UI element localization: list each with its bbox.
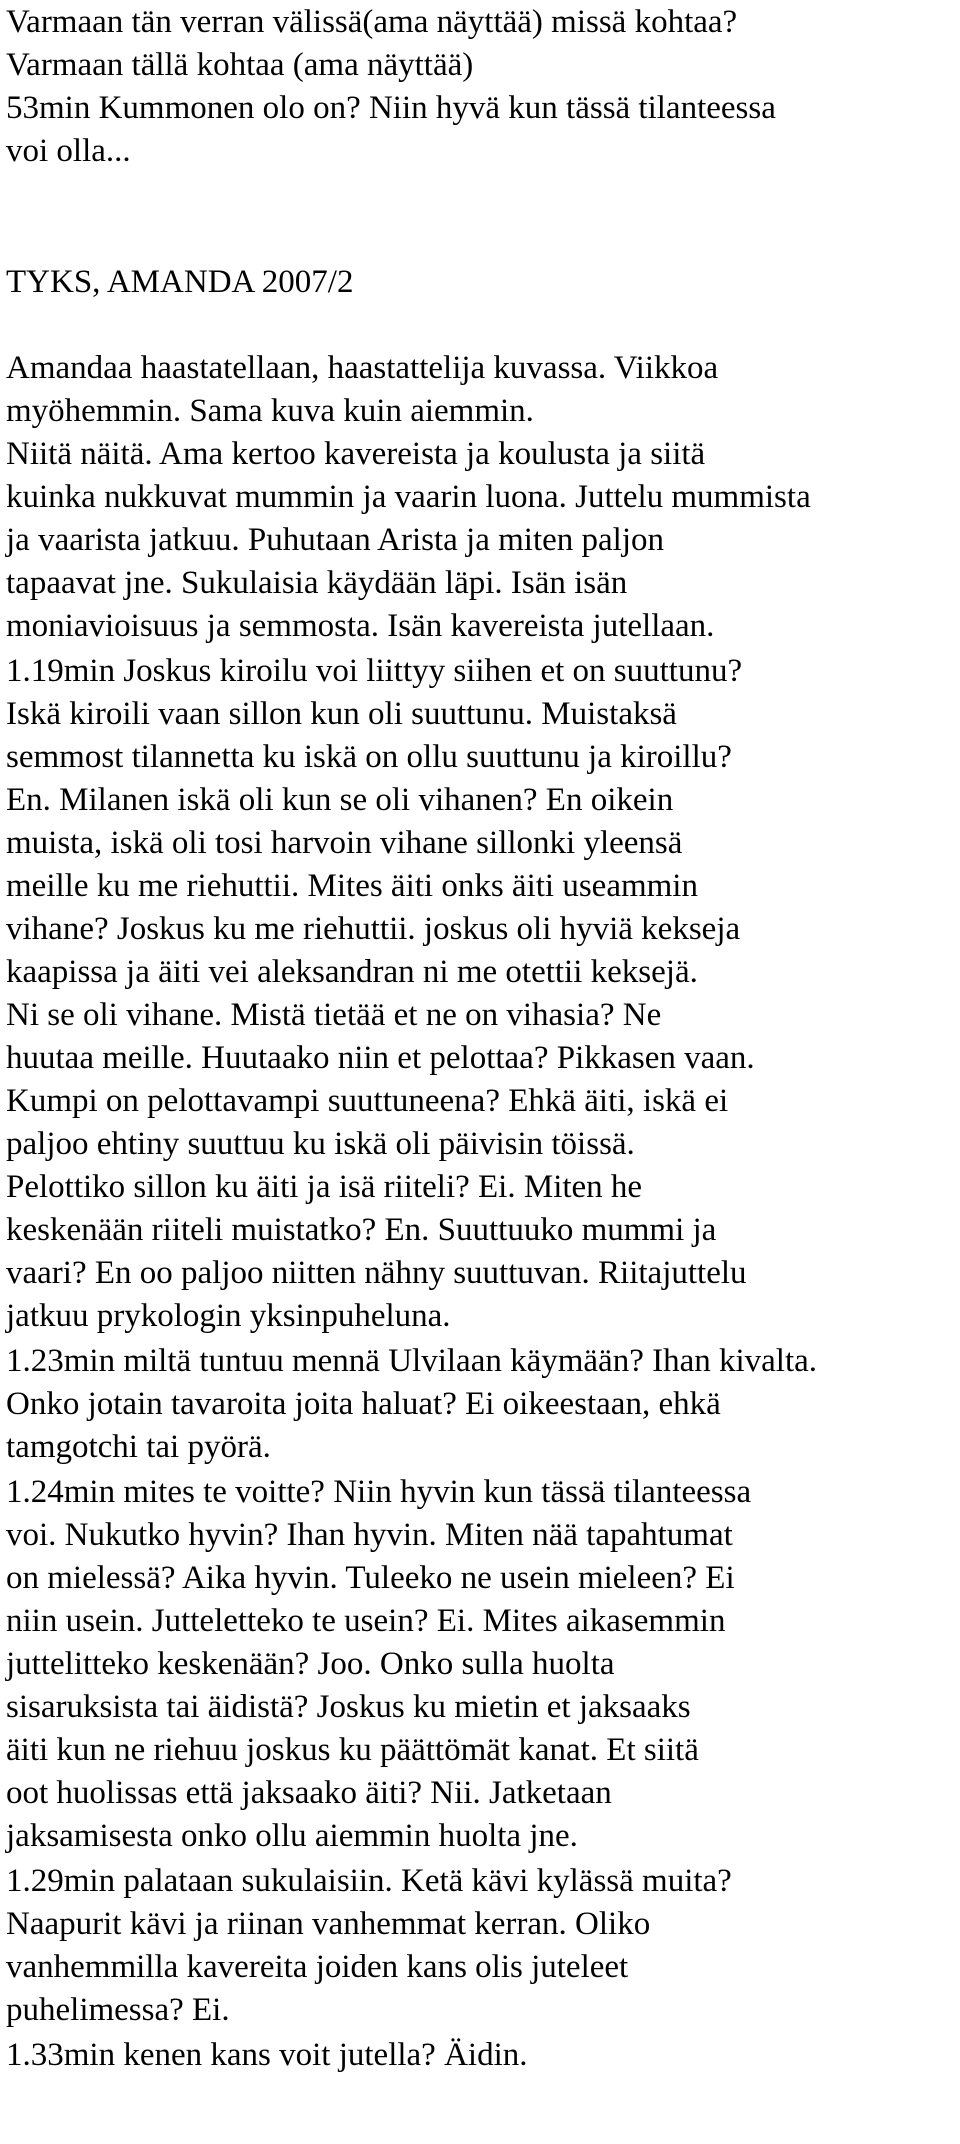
text-line: puhelimessa? Ei. <box>6 1992 230 2028</box>
text-line: Kumpi on pelottavampi suuttuneena? Ehkä äiti, iskä ei <box>6 1083 729 1119</box>
text-line: voi. Nukutko hyvin? Ihan hyvin. Miten nää tapahtumat <box>6 1517 733 1553</box>
text-line: En. Milanen iskä oli kun se oli vihanen? En oikein <box>6 782 674 818</box>
text-line: Naapurit kävi ja riinan vanhemmat kerran. Oliko <box>6 1906 651 1942</box>
text-line: voi olla... <box>6 133 131 169</box>
section-heading: TYKS, AMANDA 2007/2 <box>6 264 354 300</box>
text-line: sisaruksista tai äidistä? Joskus ku mietin et jaksaaks <box>6 1689 691 1725</box>
text-line: tapaavat jne. Sukulaisia käydään läpi. Isän isän <box>6 565 628 601</box>
text-line: Varmaan tällä kohtaa (ama näyttää) <box>6 47 474 83</box>
text-line: on mielessä? Aika hyvin. Tuleeko ne usein mieleen? Ei <box>6 1560 735 1596</box>
text-line: kuinka nukkuvat mummin ja vaarin luona. Juttelu mummista <box>6 479 811 515</box>
text-line: Ni se oli vihane. Mistä tietää et ne on vihasia? Ne <box>6 997 662 1033</box>
text-line: 1.23min miltä tuntuu mennä Ulvilaan käymään? Ihan kivalta. <box>6 1343 818 1379</box>
text-line: 1.33min kenen kans voit jutella? Äidin. <box>6 2037 528 2073</box>
text-line: semmost tilannetta ku iskä on ollu suuttunu ja kiroillu? <box>6 739 732 775</box>
text-line: Onko jotain tavaroita joita haluat? Ei oikeestaan, ehkä <box>6 1386 721 1422</box>
text-line: 53min Kummonen olo on? Niin hyvä kun tässä tilanteessa <box>6 90 776 126</box>
text-line: oot huolissas että jaksaako äiti? Nii. Jatketaan <box>6 1775 612 1811</box>
text-line: jatkuu prykologin yksinpuheluna. <box>6 1298 451 1334</box>
text-line: jaksamisesta onko ollu aiemmin huolta jne. <box>6 1818 578 1854</box>
text-line: 1.24min mites te voitte? Niin hyvin kun tässä tilanteessa <box>6 1474 752 1510</box>
text-line: vihane? Joskus ku me riehuttii. joskus oli hyviä kekseja <box>6 911 741 947</box>
text-line: niin usein. Jutteletteko te usein? Ei. Mites aikasemmin <box>6 1603 726 1639</box>
text-line: moniavioisuus ja semmosta. Isän kavereista jutellaan. <box>6 608 715 644</box>
text-line: myöhemmin. Sama kuva kuin aiemmin. <box>6 393 534 429</box>
text-line: äiti kun ne riehuu joskus ku päättömät kanat. Et siitä <box>6 1732 699 1768</box>
text-line: juttelitteko keskenään? Joo. Onko sulla huolta <box>6 1646 615 1682</box>
text-line: vaari? En oo paljoo niitten nähny suuttuvan. Riitajuttelu <box>6 1255 747 1291</box>
text-line: Iskä kiroili vaan sillon kun oli suuttunu. Muistaksä <box>6 696 677 732</box>
text-line: Pelottiko sillon ku äiti ja isä riiteli? Ei. Miten he <box>6 1169 643 1205</box>
text-line: vanhemmilla kavereita joiden kans olis juteleet <box>6 1949 629 1985</box>
text-line: ja vaarista jatkuu. Puhutaan Arista ja miten paljon <box>6 522 665 558</box>
text-line: 1.19min Joskus kiroilu voi liittyy siihen et on suuttunu? <box>6 653 743 689</box>
text-line: paljoo ehtiny suuttuu ku iskä oli päivisin töissä. <box>6 1126 635 1162</box>
text-line: 1.29min palataan sukulaisiin. Ketä kävi kylässä muita? <box>6 1863 732 1899</box>
text-line: Varmaan tän verran välissä(ama näyttää) missä kohtaa? <box>6 4 738 40</box>
text-line: huutaa meille. Huutaako niin et pelottaa? Pikkasen vaan. <box>6 1040 755 1076</box>
text-line: tamgotchi tai pyörä. <box>6 1429 271 1465</box>
text-line: Amandaa haastatellaan, haastattelija kuvassa. Viikkoa <box>6 350 719 386</box>
text-line: muista, iskä oli tosi harvoin vihane sillonki yleensä <box>6 825 683 861</box>
text-line: meille ku me riehuttii. Mites äiti onks äiti useammin <box>6 868 698 904</box>
text-line: Niitä näitä. Ama kertoo kavereista ja koulusta ja siitä <box>6 436 706 472</box>
text-line: keskenään riiteli muistatko? En. Suuttuuko mummi ja <box>6 1212 717 1248</box>
text-line: kaapissa ja äiti vei aleksandran ni me otettii keksejä. <box>6 954 698 990</box>
